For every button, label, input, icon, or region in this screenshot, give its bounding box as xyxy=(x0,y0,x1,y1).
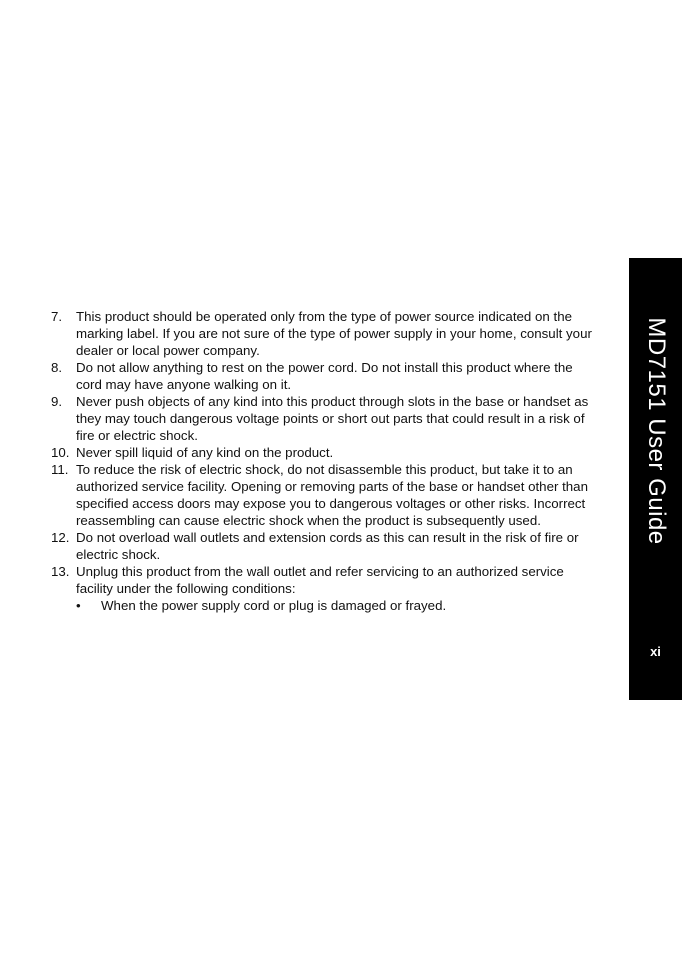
item-text: Do not allow anything to rest on the power cord. Do not install this product where the cord may have anyone walking on it. xyxy=(76,360,573,392)
list-item xyxy=(51,461,596,529)
item-number: 13. xyxy=(51,564,70,579)
list-item xyxy=(51,308,596,359)
list-item xyxy=(51,563,596,597)
page-number: xi xyxy=(650,644,661,659)
list-item xyxy=(51,393,596,444)
list-item xyxy=(51,359,596,393)
item-number: 8. xyxy=(51,360,63,375)
side-tab xyxy=(629,258,682,700)
item-number: 10. xyxy=(51,445,70,460)
item-number: 7. xyxy=(51,309,63,324)
item-text: Never spill liquid of any kind on the product. xyxy=(76,445,334,460)
sub-bullet-item xyxy=(51,597,596,614)
item-text: Do not overload wall outlets and extension cords as this can result in the risk of fire or electric shock. xyxy=(76,530,579,562)
item-number: 12. xyxy=(51,530,70,545)
list-item xyxy=(51,444,596,461)
item-text: To reduce the risk of electric shock, do not disassemble this product, but take it to an authorized service facility. Opening or removing parts of the base or handset other than specified access doors may expose you to dangerous voltages or other risks. Incorrect reassembling can cause electric shock when the product is subsequently used. xyxy=(76,462,588,528)
bullet-icon: • xyxy=(76,598,81,613)
item-number: 11. xyxy=(51,462,69,477)
item-text: This product should be operated only from the type of power source indicated on the marking label. If you are not sure of the type of power supply in your home, consult your dealer or local power company. xyxy=(76,309,592,358)
sub-bullet-text: When the power supply cord or plug is damaged or frayed. xyxy=(101,598,447,613)
item-text: Unplug this product from the wall outlet and refer servicing to an authorized service facility under the following conditions: xyxy=(76,564,564,596)
list-item xyxy=(51,529,596,563)
item-text: Never push objects of any kind into this product through slots in the base or handset as they may touch dangerous voltage points or short out parts that could result in a risk of fire or electric shock. xyxy=(76,394,589,443)
safety-instructions-list xyxy=(51,308,596,614)
item-number: 9. xyxy=(51,394,63,409)
guide-title: MD7151 User Guide xyxy=(642,316,670,545)
side-tab-title-wrap xyxy=(629,258,682,603)
